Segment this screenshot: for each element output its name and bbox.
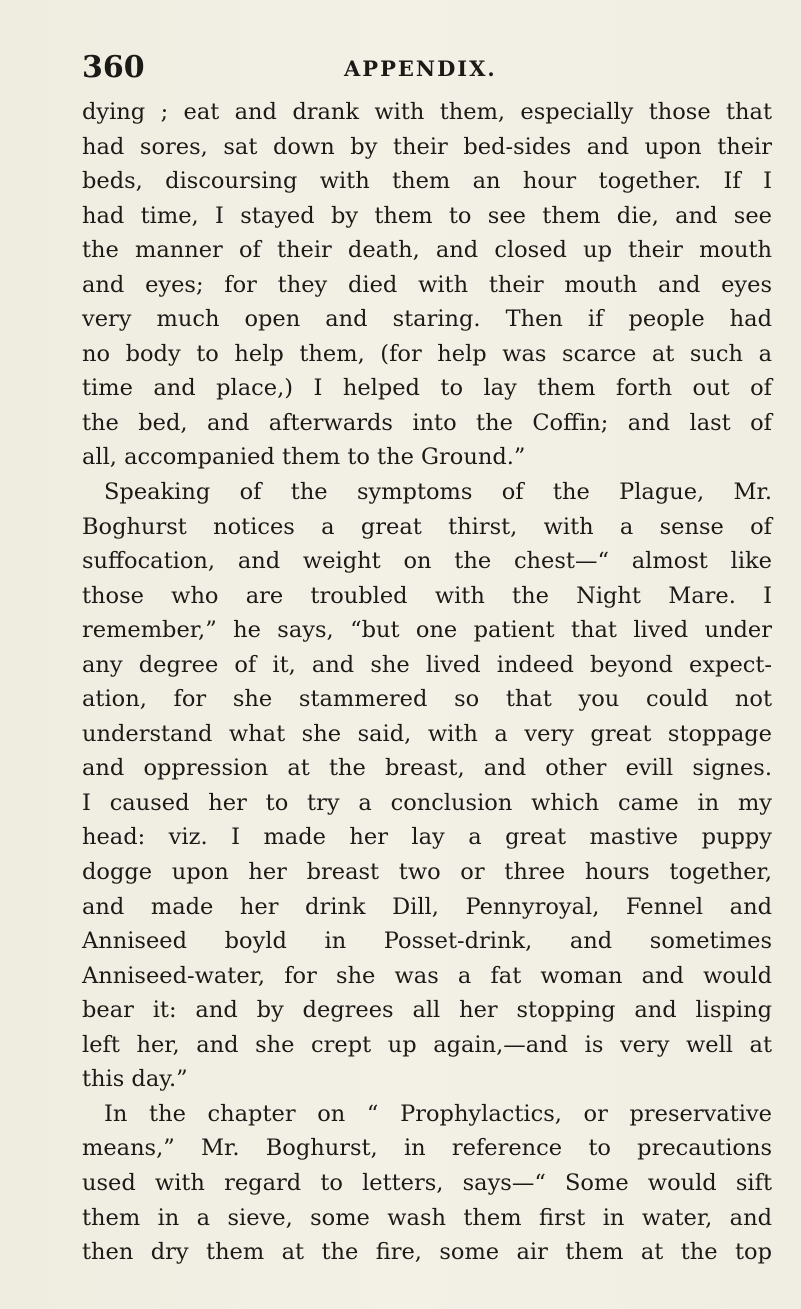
text-line: Boghurst notices a great thirst, with a sense of: [82, 513, 772, 540]
text-line: Anniseed boyld in Posset-drink, and sometimes: [82, 928, 772, 955]
text-line: then dry them at the fire, some air them at the top: [82, 1239, 772, 1266]
text-line: suffocation, and weight on the chest—“ almost like: [82, 548, 772, 575]
text-line: beds, discoursing with them an hour together. If I: [82, 168, 772, 195]
text-line: remember,” he says, “but one patient that lived under: [82, 617, 772, 644]
text-line: those who are troubled with the Night Mare. I: [82, 582, 772, 609]
page-number: 360: [82, 50, 145, 85]
text-line: time and place,) I helped to lay them forth out of: [82, 375, 772, 402]
text-line: all, accompanied them to the Ground.”: [82, 444, 526, 471]
text-line: understand what she said, with a very great stoppage: [82, 720, 772, 747]
text-line: no body to help them, (for help was scarce at such a: [82, 340, 772, 367]
page-header: [82, 50, 762, 90]
text-line: dying ; eat and drank with them, especially those that: [82, 99, 772, 125]
text-line: used with regard to letters, says—“ Some would sift: [82, 1169, 772, 1196]
text-line: Speaking of the symptoms of the Plague, Mr.: [104, 479, 772, 506]
text-line: dogge upon her breast two or three hours together,: [82, 859, 772, 886]
text-line: any degree of it, and she lived indeed beyond expect-: [82, 651, 772, 678]
text-line: the manner of their death, and closed up their mouth: [82, 237, 772, 264]
text-line: means,” Mr. Boghurst, in reference to precautions: [82, 1135, 772, 1162]
text-line: bear it: and by degrees all her stopping and lisping: [82, 997, 772, 1024]
text-line: In the chapter on “ Prophylactics, or preservative: [104, 1100, 772, 1127]
text-line: and made her drink Dill, Pennyroyal, Fennel and: [82, 893, 772, 920]
text-line: I caused her to try a conclusion which came in my: [82, 789, 772, 816]
text-line: head: viz. I made her lay a great mastive puppy: [82, 824, 772, 851]
text-line: them in a sieve, some wash them first in water, and: [82, 1204, 772, 1231]
text-line: ation, for she stammered so that you could not: [82, 686, 772, 713]
text-line: Anniseed-water, for she was a fat woman and would: [82, 962, 772, 989]
text-line: had time, I stayed by them to see them die, and see: [82, 202, 772, 229]
body-text: [82, 95, 772, 1270]
running-head: APPENDIX.: [344, 56, 497, 81]
text-line: left her, and she crept up again,—and is very well at: [82, 1031, 772, 1058]
text-line: the bed, and afterwards into the Coffin; and last of: [82, 409, 772, 436]
text-line: and eyes; for they died with their mouth and eyes: [82, 271, 772, 298]
text-line: very much open and staring. Then if people had: [82, 306, 772, 333]
text-line: and oppression at the breast, and other evill signes.: [82, 755, 772, 782]
text-line: this day.”: [82, 1066, 188, 1093]
text-line: had sores, sat down by their bed-sides and upon their: [82, 133, 772, 160]
